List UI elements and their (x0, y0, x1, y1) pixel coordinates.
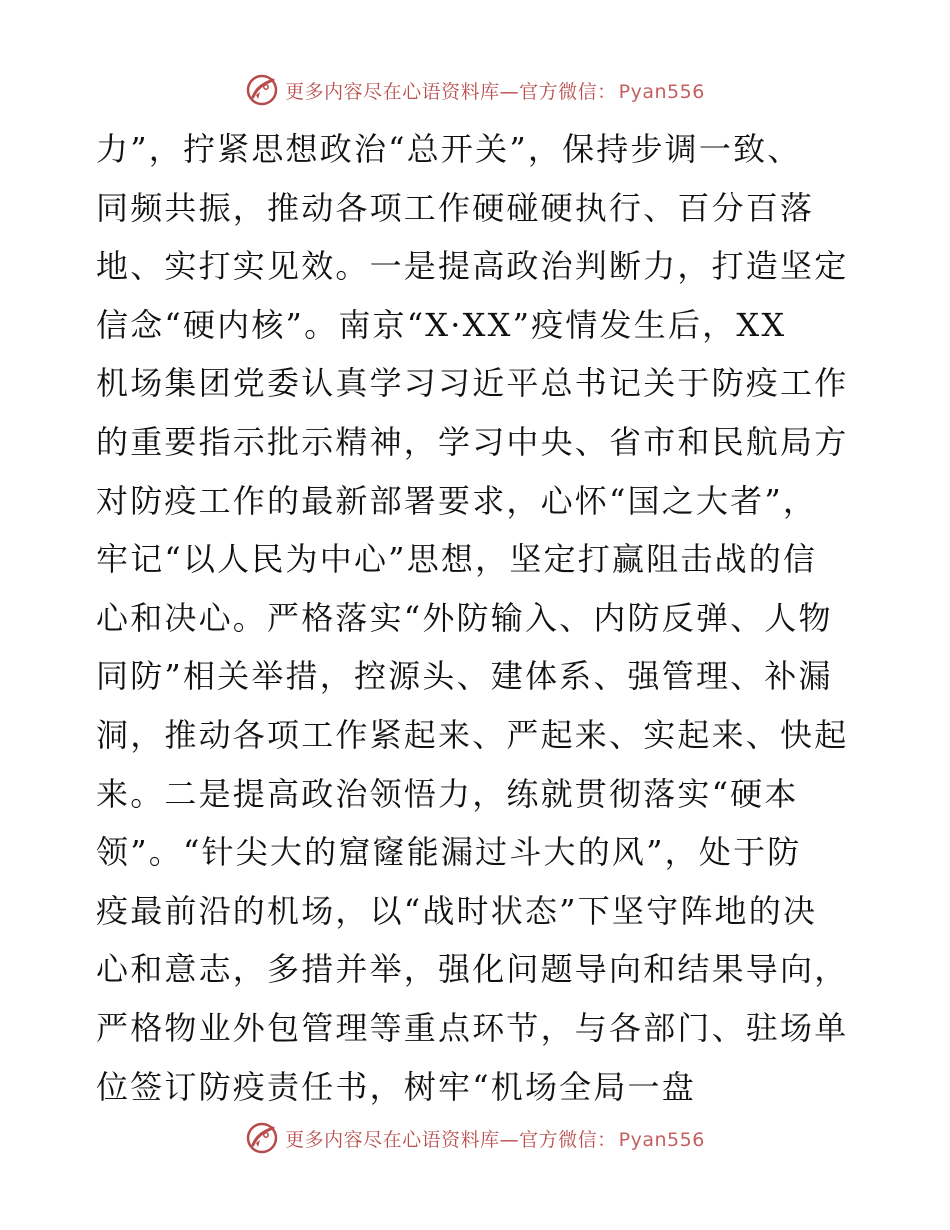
body-line: 位签订防疫责任书，树牢“机场全局一盘 (96, 1067, 696, 1106)
body-line: 领”。“针尖大的窟窿能漏过斗大的风”，处于防 (96, 833, 802, 872)
body-line: 同防”相关举措，控源头、建体系、强管理、补漏 (96, 657, 833, 696)
body-line: 洞，推动各项工作紧起来、严起来、实起来、快起 (96, 715, 849, 754)
pen-logo-icon (245, 73, 279, 107)
body-line: 同频共振，推动各项工作硬碰硬执行、百分百落 (96, 188, 815, 227)
body-line: 来。二是提高政治领悟力，练就贯彻落实“硬本 (96, 774, 799, 813)
header-watermark-inner (245, 73, 705, 107)
body-line: 力”，拧紧思想政治“总开关”，保持步调一致、 (96, 130, 802, 168)
watermark-text (285, 1125, 705, 1152)
body-line: 对防疫工作的最新部署要求，心怀“国之大者”， (96, 481, 818, 520)
watermark-text (285, 77, 705, 104)
body-line: 疫最前沿的机场，以“战时状态”下坚守阵地的决 (96, 891, 818, 930)
watermark-label: 更多内容尽在心语资料库—官方微信： (285, 1128, 617, 1151)
body-line: 的重要指示批示精神，学习中央、省市和民航局方 (96, 422, 849, 461)
body-line: 严格物业外包管理等重点环节，与各部门、驻场单 (96, 1008, 849, 1047)
header-watermark (0, 70, 950, 110)
watermark-handle: Pyan556 (618, 80, 705, 103)
body-line: 心和意志，多措并举，强化问题导向和结果导向， (96, 950, 849, 989)
body-line: 地、实打实见效。一是提高政治判断力，打造坚定 (96, 247, 849, 286)
body-line: 信念“硬内核”。南京“X·XX”疫情发生后，XX (96, 305, 787, 344)
pen-logo-icon (245, 1121, 279, 1155)
footer-watermark-inner (245, 1121, 705, 1155)
document-body (96, 120, 856, 1116)
watermark-handle: Pyan556 (618, 1128, 705, 1151)
watermark-label: 更多内容尽在心语资料库—官方微信： (285, 80, 617, 103)
footer-watermark (0, 1118, 950, 1158)
body-line: 机场集团党委认真学习习近平总书记关于防疫工作 (96, 364, 849, 403)
body-line: 牢记“以人民为中心”思想，坚定打赢阻击战的信 (96, 540, 818, 579)
body-line: 心和决心。严格落实“外防输入、内防反弹、人物 (96, 598, 833, 637)
